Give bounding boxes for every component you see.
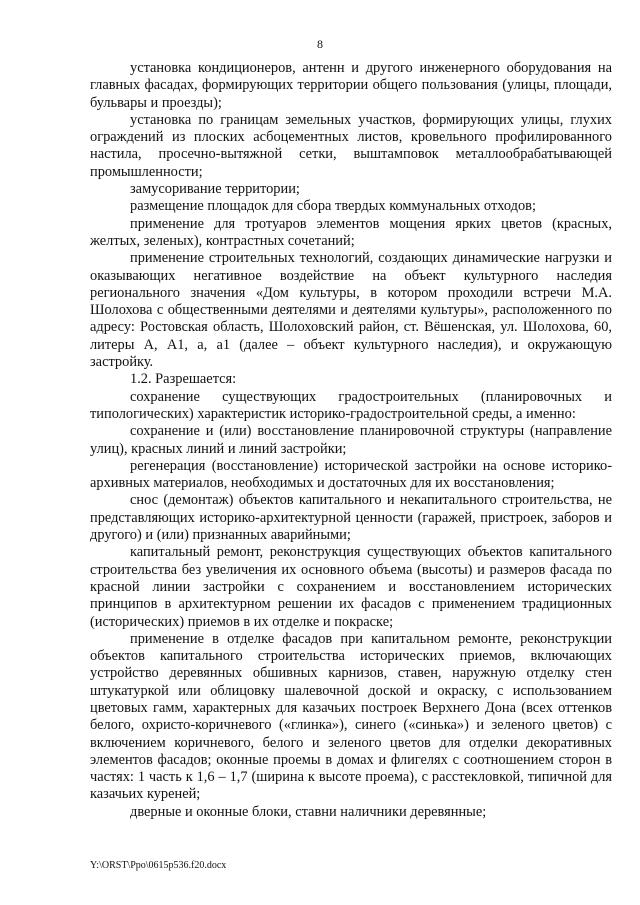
paragraph: установка кондиционеров, антенн и другого инженерного оборудования на главных фасадах, формирующих территории общего пользования (улицы, площади, бульвары и проезды); <box>90 60 612 111</box>
paragraph: применение для тротуаров элементов мощения ярких цветов (красных, желтых, зеленых), контрастных сочетаний; <box>90 215 612 249</box>
paragraph: применение строительных технологий, создающих динамические нагрузки и оказывающих негативное воздействие на объект культурного наследия регионального значения «Дом культуры, в котором проходили встречи М.А. Шолохова с общественными деятелями и деятелями культуры», расположенного по адресу: Ростовская область, Шолоховский район, ст. Вёшенская, ул. Шолохова, 60, литеры А, А1, а, а1 (далее – объект культурного наследия), и окружающую застройку. <box>90 250 612 371</box>
paragraph: установка по границам земельных участков, формирующих улицы, глухих ограждений из плоских асбоцементных листов, кровельного профилированного настила, просечно-вытяжной сетки, выштамповок металлообрабатывающей промышленности; <box>90 111 612 180</box>
paragraph: дверные и оконные блоки, ставни наличники деревянные; <box>130 803 487 820</box>
paragraph: капитальный ремонт, реконструкция существующих объектов капитального строительства без увеличения их основного объема (высоты) и размеров фасада по красной линии застройки с сохранением и восстановлением исторических принципов в архитектурном решении их фасадов с применением традиционных (исторических) приемов в их отделке и покраске; <box>90 544 612 630</box>
section-heading: 1.2. Разрешается: <box>130 371 237 388</box>
paragraph: сохранение существующих градостроительных (планировочных и типологических) характеристик историко-градостроительной среды, а именно: <box>90 388 612 422</box>
paragraph: замусоривание территории; <box>130 181 300 198</box>
paragraph: размещение площадок для сбора твердых коммунальных отходов; <box>130 198 536 215</box>
paragraph: сохранение и (или) восстановление планировочной структуры (направление улиц), красных линий и линий застройки; <box>90 423 612 457</box>
file-path-footer: Y:\ORST\Ppo\0615p536.f20.docx <box>90 860 227 871</box>
paragraph: регенерация (восстановление) исторической застройки на основе историко-архивных материалов, необходимых и достаточных для их восстановления; <box>90 457 612 492</box>
document-body <box>90 60 612 821</box>
paragraph: применение в отделке фасадов при капитальном ремонте, реконструкции объектов капитального строительства исторических приемов, включающих устройство деревянных обшивных карнизов, ставен, наружную отделку стен штукатуркой или облицовку шалевочной доской и окраску, с использованием цветовых гамм, характерных для казачьих построек Верхнего Дона (всех оттенков белого, охристо-коричневого («глинка»), синего («синька») и зеленого цветов) с включением коричневого, белого и зеленого цветов для отделки декоративных элементов фасадов; оконные проемы в домах и флигелях с соотношением сторон в частях: 1 часть к 1,6 – 1,7 (ширина к высоте проема), с расстекловкой, типичной для казачьих куреней; <box>90 630 612 803</box>
paragraph: снос (демонтаж) объектов капитального и некапитального строительства, не представляющих историко-архитектурной ценности (гаражей, пристроек, заборов и другого) и (или) признанных аварийными; <box>90 492 612 544</box>
page-number: 8 <box>317 37 323 51</box>
